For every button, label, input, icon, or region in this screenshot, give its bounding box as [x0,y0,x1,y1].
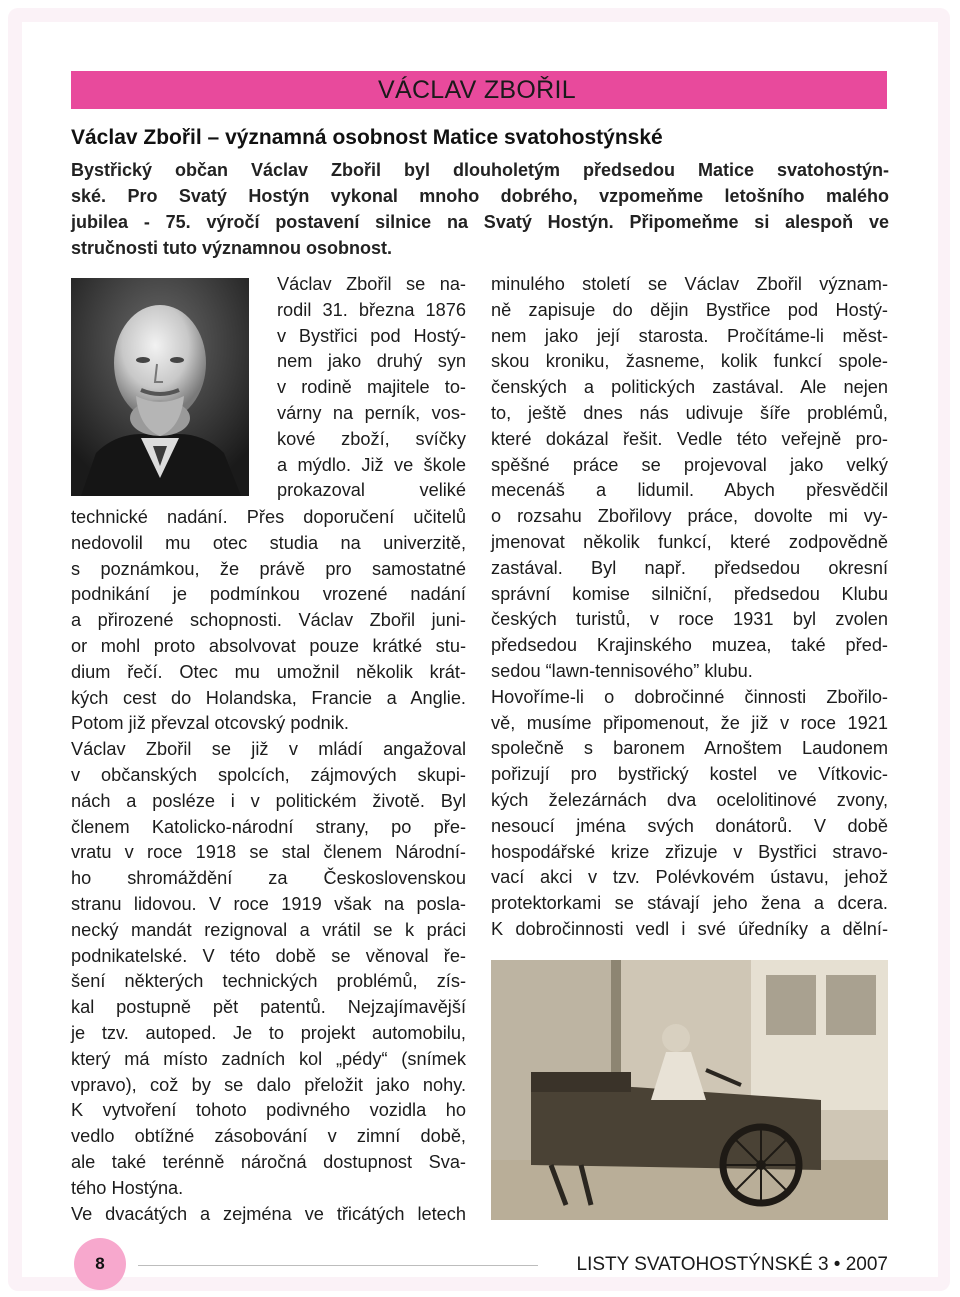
page-number: 8 [95,1254,105,1273]
text-line: českých turistů, v roce 1931 byl zvolen [491,609,888,630]
text-line: K vytvoření tohoto podivného vozidla ho [71,1100,466,1121]
article-heading: Václav Zbořil – významná osobnost Matice svatohostýnské [71,126,663,149]
text-line: nách a posléze i v politickém životě. Byl [71,790,466,811]
page-number-badge [74,1238,126,1290]
lead-line: jubilea - 75. výročí postavení silnice na Svatý Hostýn. Připomeňme si alespoň ve [71,212,889,232]
text-line: or mohl proto absolvovat pouze krátké stu- [71,635,466,656]
text-line: pořizují pro bystřický kostel ve Vítkovic- [491,764,888,785]
text-line: Hovoříme-li o dobročinné činnosti Zbořilo- [491,686,888,707]
text-line: a přirozené schopnosti. Václav Zbořil juni- [71,610,466,631]
text-line: ale také terénně náročná dostupnost Sva- [71,1151,466,1172]
text-line: vedlo obtížné zásobování v zimní době, [71,1126,466,1147]
publication-name: LISTY SVATOHOSTÝNSKÉ 3 • 2007 [576,1254,888,1275]
text-line: nesoucí jména svých donátorů. V době [491,815,888,836]
lead-line: ské. Pro Svatý Hostýn vykonal mnoho dobrého, vzpomeňme letošního malého [71,186,889,206]
text-line: členem Katolicko-národní strany, po pře- [71,816,466,837]
text-line: to, ještě dnes nás udivuje šíře problémů, [491,402,888,423]
text-line: ně zapisuje do dějin Bystřice pod Hostý- [491,299,888,320]
text-line: který má místo zadních kol „pédy“ (snímek [71,1048,466,1069]
portrait-photo [71,278,249,496]
text-line: vě, musíme připomenout, že již v roce 1921 [491,712,888,733]
text-line: které dokázal řešit. Vedle této veřejně pro- [491,428,888,449]
text-line: protektorkami se stávají jeho žena a dcera. [491,893,888,914]
text-line: Potom již převzal otcovský podnik. [71,713,349,734]
text-line: minulého století se Václav Zbořil význam- [491,274,888,294]
page-title: VÁCLAV ZBOŘIL [378,75,576,104]
text-line: předsedou Krajinského muzea, také před- [491,635,888,656]
text-line: ho shromáždění za Československou [71,868,466,889]
text-line: čenských a politických zastával. Ale nejen [491,377,888,398]
text-line: kové zboží, svíčky [277,428,466,449]
text-line: hospodářské krize zřizuje v Bystřici stravo- [491,841,888,862]
text-line: šení některých technických problémů, zís- [71,971,466,992]
text-line: o rozsahu Zbořilovy práce, dovolte mi vy- [491,506,888,527]
text-line: nedovolil mu otec studia na univerzitě, [71,532,466,553]
left-column-top [277,272,466,504]
text-line: v občanských spolcích, zájmových skupi- [71,764,466,785]
article-lead [71,157,889,261]
title-bar [71,71,887,109]
text-line: rodil 31. března 1876 [277,299,466,320]
text-line: kých železárnách dva ocelolitinové zvony, [491,789,888,810]
text-line: kal postupně pět patentů. Nejzajímavější [71,997,466,1018]
text-line: podnikatelské. V této době se věnoval ře- [71,945,466,966]
text-line: nem jako její starosta. Pročítáme-li měst- [491,325,888,346]
text-line: sedou “lawn-tennisového” klubu. [491,660,753,681]
text-line: je tzv. autoped. Je to projekt automobilu, [71,1022,466,1043]
text-line: Václav Zbořil se na- [277,274,466,294]
text-line: kých cest do Holandska, Francie a Anglie. [71,687,466,708]
text-line: správní komise silniční, předsedou Klubu [491,583,888,604]
autoped-photo [491,960,888,1220]
text-line: stranu lidovou. V roce 1919 však na posla- [71,893,466,914]
text-line: podnikání je podmínkou vrozené nadání [71,584,466,605]
text-line: K dobročinnosti vedl i své úředníky a dělní- [491,918,888,939]
text-line: tého Hostýna. [71,1177,184,1198]
text-line: zastával. Byl např. předsedou okresní [491,557,888,578]
text-line: a mýdlo. Již ve škole [277,454,466,475]
text-line: technické nadání. Přes doporučení učitelů [71,507,466,527]
left-column [71,505,466,1227]
text-line: necký mandát rezignoval a vrátil se k práci [71,919,466,940]
lead-line: stručnosti tuto významnou osobnost. [71,238,393,258]
text-line: mecenáš a lidumil. Abych přesvědčil [491,480,888,501]
footer-divider [138,1265,538,1266]
text-line: společně s baronem Arnoštem Laudonem [491,738,888,759]
text-line: jmenovat několik funkcí, které zodpovědně [491,531,888,552]
text-line: s poznámkou, že právě pro samostatné [71,558,466,579]
text-line: nem jako druhý syn [277,351,466,372]
text-line: Ve dvacátých a zejména ve třicátých letech [71,1203,466,1224]
text-line: vratu v roce 1918 se stal členem Národní- [71,842,466,863]
text-line: v rodině majitele to- [277,377,466,398]
text-line: prokazoval veliké [277,480,466,501]
text-line: v Bystřici pod Hostý- [277,325,466,346]
text-line: várny na perník, vos- [277,402,466,423]
text-line: vpravo), což by se dalo přeložit jako nohy. [71,1074,466,1095]
text-line: spěšné práce se projevoval jako velký [491,454,888,475]
lead-line: Bystřický občan Václav Zbořil byl dlouholetým předsedou Matice svatohostýn- [71,160,889,180]
text-line: skou kroniku, žasneme, kolik funkcí spole- [491,351,888,372]
text-line: dium řečí. Otec mu umožnil několik krát- [71,661,466,682]
text-line: Václav Zbořil se již v mládí angažoval [71,739,466,760]
text-line: vací akci v tzv. Polévkovém ústavu, jehož [491,867,888,888]
right-column [491,272,888,943]
